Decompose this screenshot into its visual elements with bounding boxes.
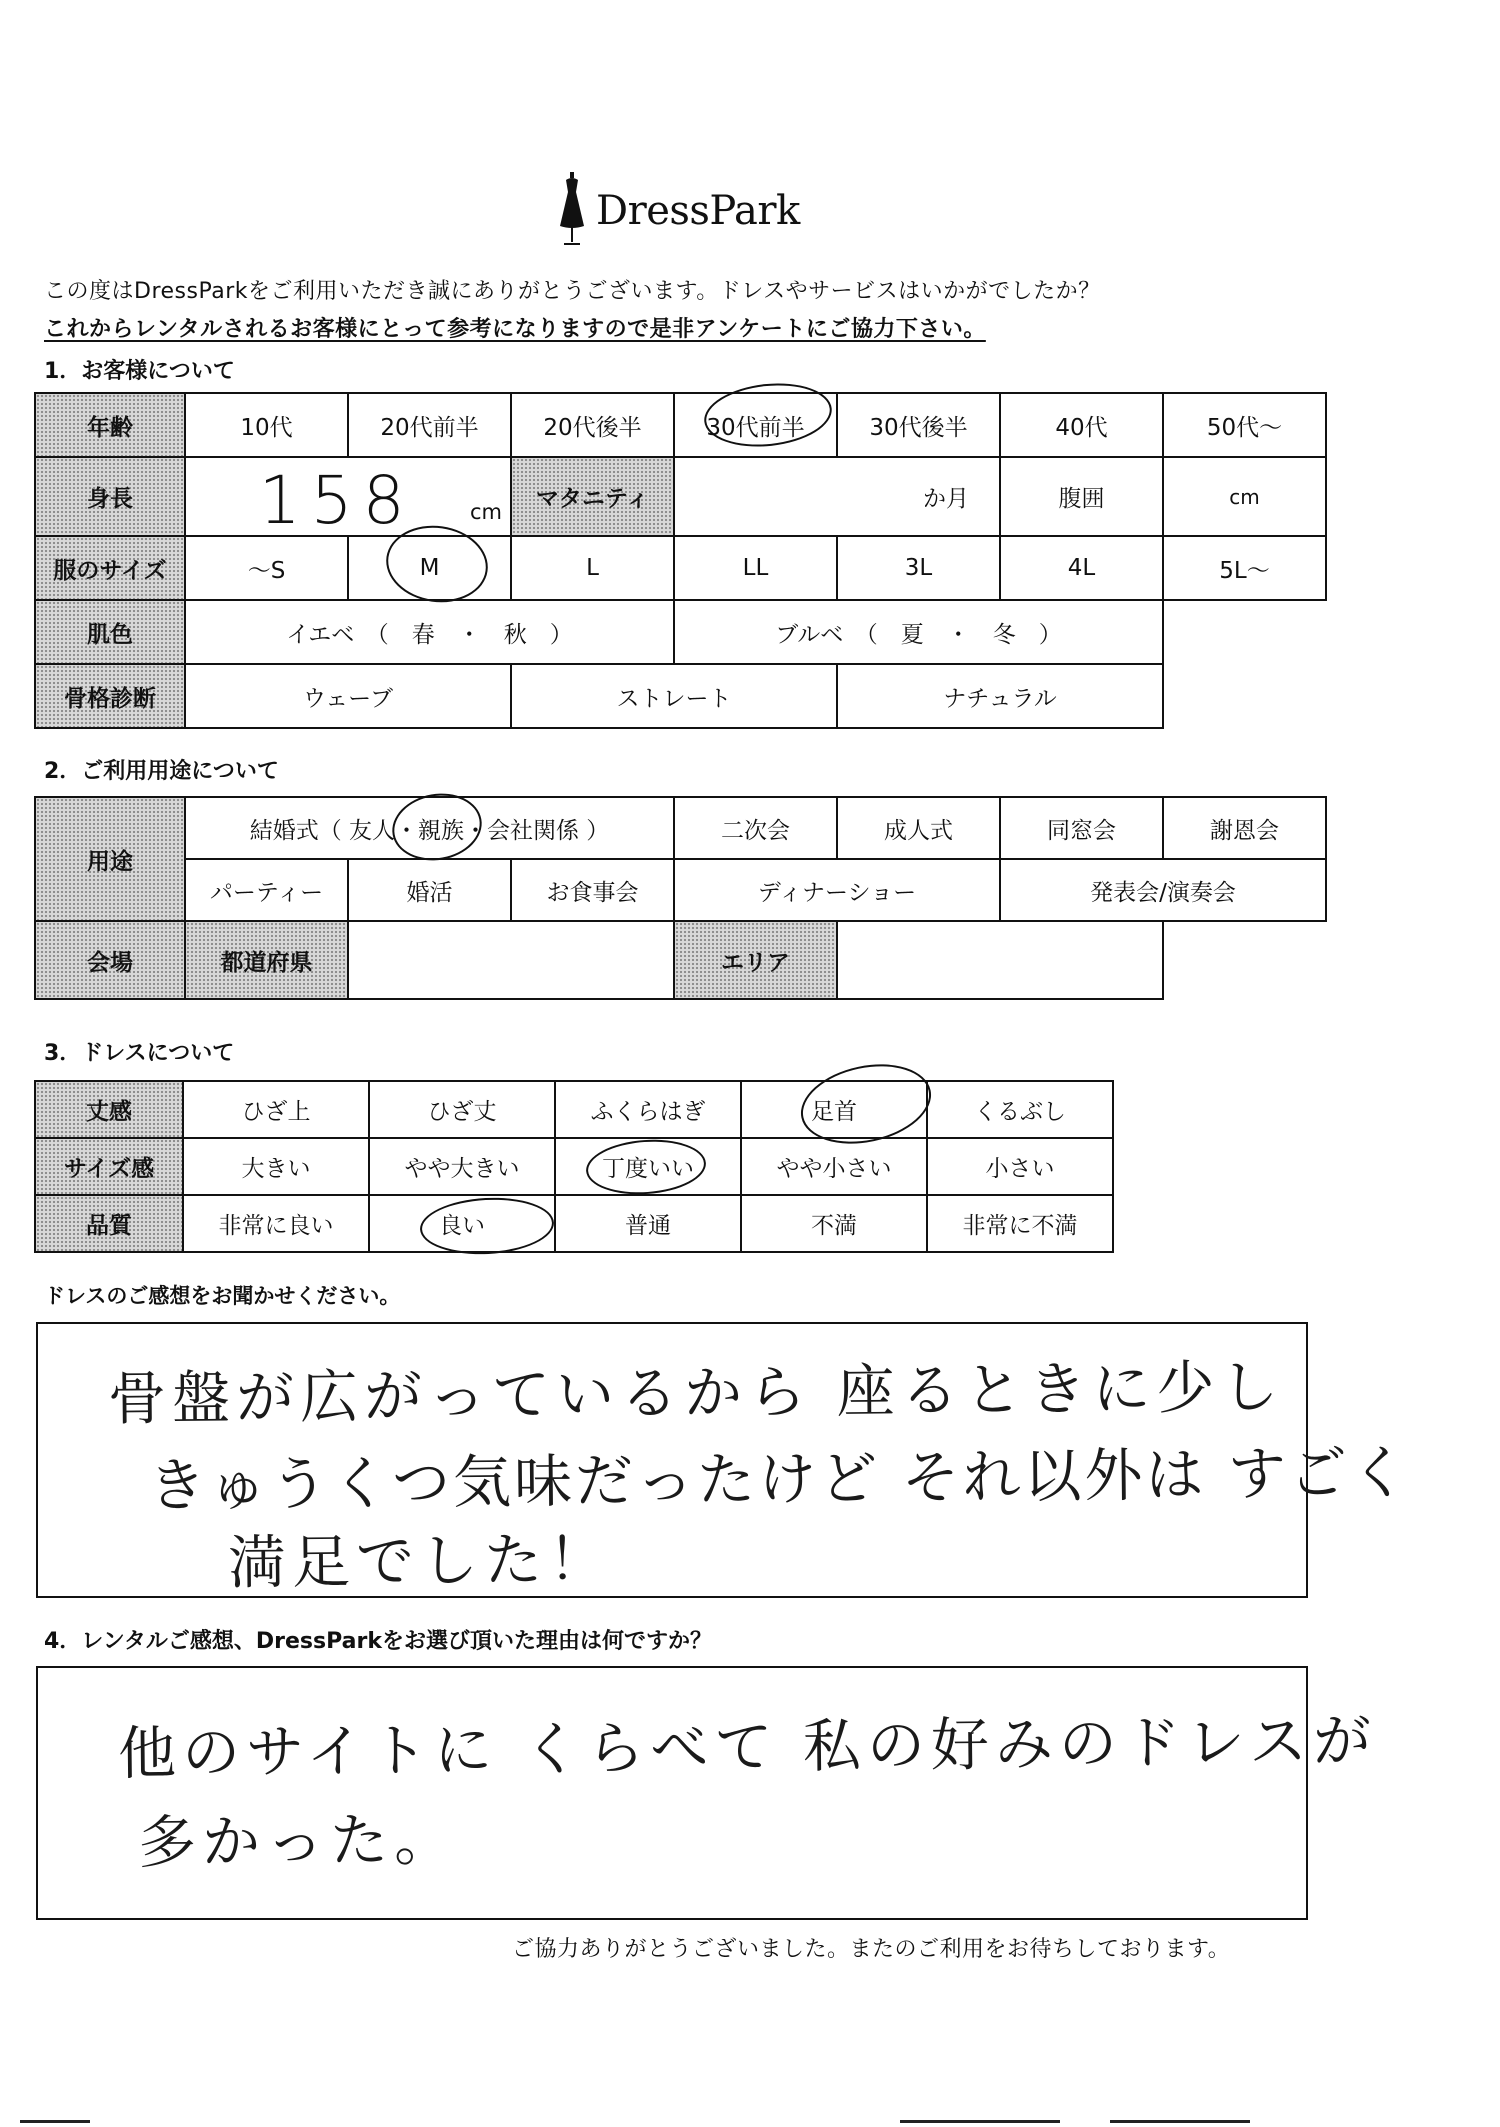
quality-row (35, 1195, 1113, 1252)
reason-line: 他のサイトに くらべて 私の好みのドレスが (117, 1706, 1378, 1788)
prefecture-label: 都道府県 (185, 921, 348, 999)
fit-label: サイズ感 (35, 1138, 183, 1195)
height-label: 身長 (35, 457, 185, 536)
length-row (35, 1081, 1113, 1138)
frame-option[interactable]: ナチュラル (837, 664, 1163, 728)
logo-text: DressPark (596, 188, 800, 234)
size-option[interactable]: 5L～ (1163, 536, 1326, 600)
frame-label: 骨格診断 (35, 664, 185, 728)
fit-row (35, 1138, 1113, 1195)
length-option-selected[interactable]: 足首 (741, 1081, 927, 1138)
usage-option[interactable]: 二次会 (674, 797, 837, 859)
prefecture-field[interactable] (348, 921, 674, 999)
usage-option[interactable]: 婚活 (348, 859, 511, 921)
usage-option[interactable]: 発表会/演奏会 (1000, 859, 1326, 921)
size-option[interactable]: 3L (837, 536, 1000, 600)
quality-option[interactable]: 普通 (555, 1195, 741, 1252)
fit-option[interactable]: やや大きい (369, 1138, 555, 1195)
length-option[interactable]: ひざ上 (183, 1081, 369, 1138)
height-row (35, 457, 1326, 536)
fit-option[interactable]: やや小さい (741, 1138, 927, 1195)
area-field[interactable] (837, 921, 1163, 999)
size-option[interactable]: LL (674, 536, 837, 600)
height-value: 158 (258, 462, 415, 536)
dress-rating-table (34, 1080, 1114, 1253)
height-field[interactable] (185, 457, 511, 536)
closing-message: ご協力ありがとうございました。またのご利用をお待ちしております。 (512, 1937, 1231, 1962)
section-3-title: 3．ドレスについて (44, 1041, 235, 1066)
feedback-prompt: ドレスのご感想をお聞かせください。 (44, 1284, 401, 1308)
venue-label: 会場 (35, 921, 185, 999)
reason-line: 多かった。 (137, 1805, 459, 1877)
age-label: 年齢 (35, 393, 185, 457)
feedback-line: 骨盤が広がっているから 座るときに少し (107, 1352, 1285, 1434)
frame-option[interactable]: ウェーブ (185, 664, 511, 728)
length-option[interactable]: くるぶし (927, 1081, 1113, 1138)
dresspark-logo (556, 170, 800, 250)
section-4-title: 4．レンタルご感想、DressParkをお選び頂いた理由は何ですか？ (44, 1629, 712, 1654)
frame-row (35, 664, 1326, 728)
age-option[interactable]: 20代後半 (511, 393, 674, 457)
quality-label: 品質 (35, 1195, 183, 1252)
purpose-label: 用途 (35, 797, 185, 921)
intro-line-1: この度はDressParkをご利用いただき誠にありがとうございます。ドレスやサービスはいかがでしたか？ (44, 279, 1101, 304)
months-unit: か月 (923, 486, 969, 512)
skin-label: 肌色 (35, 600, 185, 664)
usage-option[interactable]: お食事会 (511, 859, 674, 921)
reason-box[interactable] (36, 1666, 1378, 1920)
quality-option[interactable]: 不満 (741, 1195, 927, 1252)
length-option[interactable]: ふくらはぎ (555, 1081, 741, 1138)
age-option[interactable]: 10代 (185, 393, 348, 457)
skin-row (35, 600, 1326, 664)
skin-option-blue[interactable]: ブルベ （ 夏 ・ 冬 ） (674, 600, 1163, 664)
usage-table (34, 796, 1327, 1000)
size-option[interactable]: L (511, 536, 674, 600)
dress-mannequin-icon (556, 170, 588, 250)
size-label: 服のサイズ (35, 536, 185, 600)
size-option[interactable]: ～S (185, 536, 348, 600)
size-row (35, 536, 1326, 600)
age-option-selected[interactable]: 30代前半 (674, 393, 837, 457)
usage-option[interactable]: 謝恩会 (1163, 797, 1326, 859)
length-label: 丈感 (35, 1081, 183, 1138)
size-option[interactable]: 4L (1000, 536, 1163, 600)
usage-option[interactable]: 成人式 (837, 797, 1000, 859)
quality-option[interactable]: 非常に良い (183, 1195, 369, 1252)
scan-artifact (1110, 2120, 1250, 2123)
quality-option[interactable]: 非常に不満 (927, 1195, 1113, 1252)
feedback-box[interactable] (36, 1322, 1412, 1598)
length-option[interactable]: ひざ丈 (369, 1081, 555, 1138)
height-unit: cm (469, 500, 502, 524)
fit-option[interactable]: 大きい (183, 1138, 369, 1195)
feedback-line: きゅうくつ気味だったけど それ以外は すごく (147, 1438, 1412, 1520)
area-label: エリア (674, 921, 837, 999)
scan-artifact (900, 2120, 1060, 2123)
usage-option[interactable]: パーティー (185, 859, 348, 921)
fit-option[interactable]: 小さい (927, 1138, 1113, 1195)
waist-unit: cm (1229, 484, 1260, 509)
fit-option-selected[interactable]: 丁度いい (555, 1138, 741, 1195)
maternity-label: マタニティ (511, 457, 674, 536)
feedback-line: 満足でした！ (227, 1524, 613, 1598)
section-2-title: 2．ご利用用途について (44, 759, 279, 784)
usage-option[interactable]: ディナーショー (674, 859, 1000, 921)
customer-info-table (34, 392, 1327, 729)
waist-field[interactable] (1163, 457, 1326, 536)
usage-option[interactable]: 同窓会 (1000, 797, 1163, 859)
skin-option-yellow[interactable]: イエベ （ 春 ・ 秋 ） (185, 600, 674, 664)
age-row (35, 393, 1326, 457)
intro-line-2: これからレンタルされるお客様にとって参考になりますので是非アンケートにご協力下さい。 (44, 317, 986, 342)
waist-label: 腹囲 (1000, 457, 1163, 536)
age-option[interactable]: 20代前半 (348, 393, 511, 457)
quality-option-selected[interactable]: 良い (369, 1195, 555, 1252)
frame-option[interactable]: ストレート (511, 664, 837, 728)
age-option[interactable]: 30代後半 (837, 393, 1000, 457)
scan-artifact (20, 2120, 90, 2123)
size-option-selected[interactable]: M (348, 536, 511, 600)
age-option[interactable]: 50代～ (1163, 393, 1326, 457)
section-1-title: 1．お客様について (44, 359, 235, 384)
wedding-option[interactable]: 結婚式（ 友人・親族・会社関係 ） (185, 797, 674, 859)
age-option[interactable]: 40代 (1000, 393, 1163, 457)
maternity-months-field[interactable] (674, 457, 1000, 536)
